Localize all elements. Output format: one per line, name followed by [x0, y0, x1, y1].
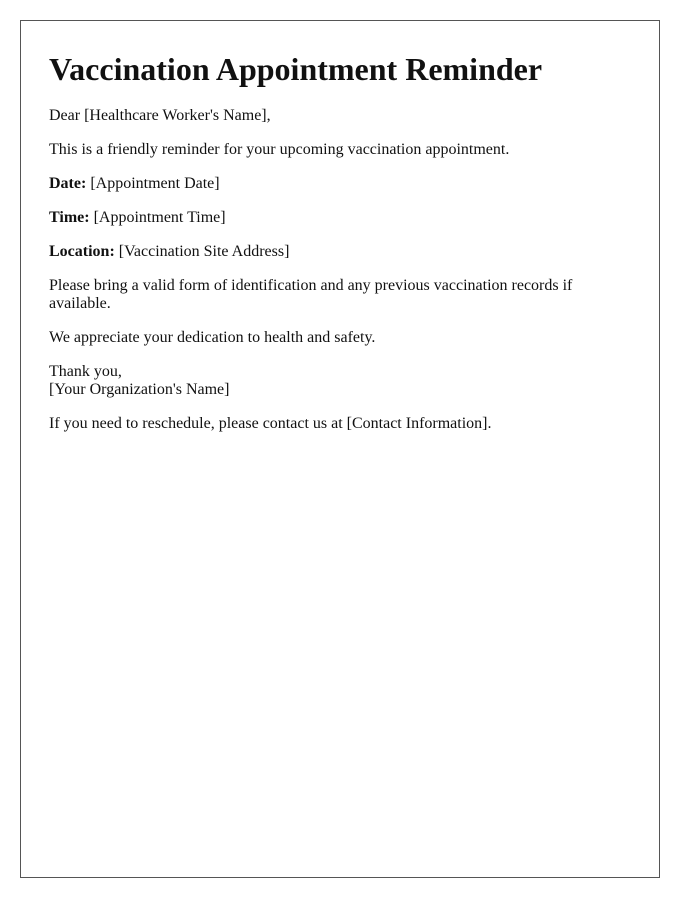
location-line	[49, 243, 609, 261]
time-line	[49, 209, 609, 227]
intro-text: This is a friendly reminder for your upcoming vaccination appointment.	[49, 141, 510, 158]
date-line	[49, 175, 609, 193]
location-label: Location:	[49, 243, 115, 260]
location-value: [Vaccination Site Address]	[118, 243, 290, 260]
letter-page	[20, 20, 660, 878]
signature: [Your Organization's Name]	[49, 381, 230, 398]
time-label: Time:	[49, 209, 90, 226]
letter-content	[49, 51, 609, 449]
closing-block	[49, 363, 609, 399]
date-value: [Appointment Date]	[90, 175, 220, 192]
closing-text: Thank you,	[49, 363, 122, 380]
time-value: [Appointment Time]	[93, 209, 226, 226]
instructions-text: Please bring a valid form of identification and any previous vaccination records if available.	[49, 277, 573, 312]
greeting: Dear [Healthcare Worker's Name],	[49, 107, 271, 124]
date-label: Date:	[49, 175, 87, 192]
appreciation-text: We appreciate your dedication to health and safety.	[49, 329, 376, 346]
reschedule-note: If you need to reschedule, please contact us at [Contact Information].	[49, 415, 492, 432]
letter-title: Vaccination Appointment Reminder	[49, 51, 543, 87]
